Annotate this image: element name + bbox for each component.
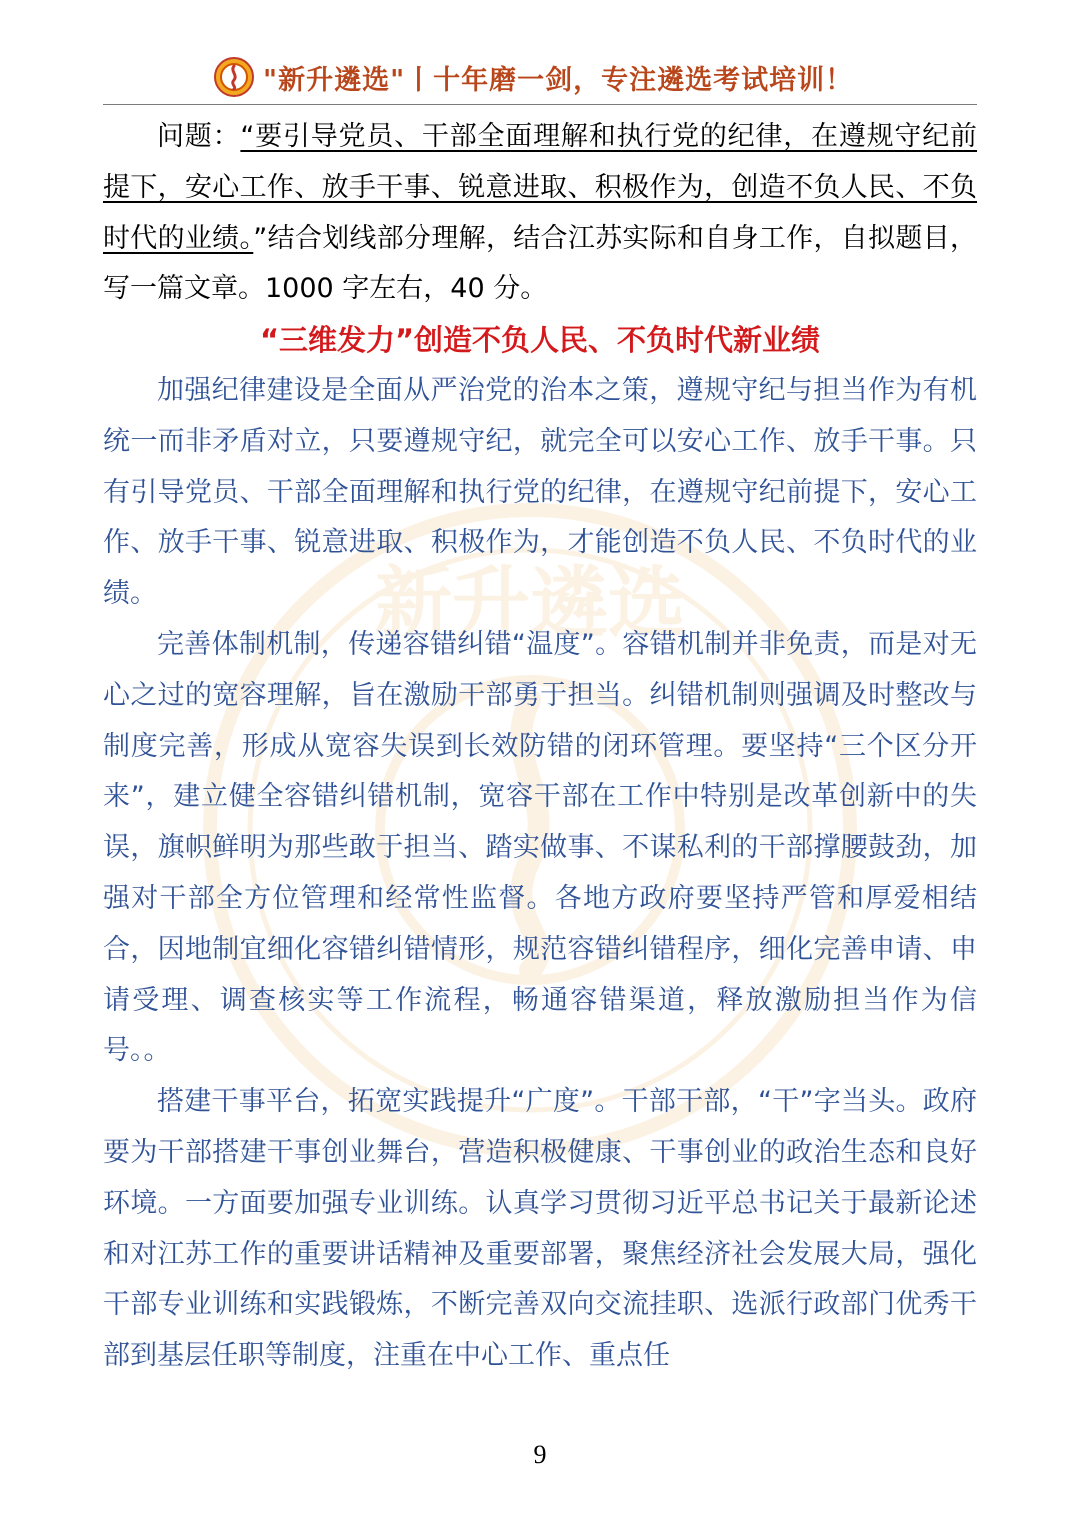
essay-paragraph: 加强纪律建设是全面从严治党的治本之策，遵规守纪与担当作为有机统一而非矛盾对立，只要遵规守纪，就完全可以安心工作、放手干事。只有引导党员、干部全面理解和执行党的纪律，在遵规守纪前提下，安心工作、放手干事、锐意进取、积极作为，才能创造不负人民、不负时代的业绩。	[103, 374, 977, 610]
page-number: 9	[533, 1440, 547, 1469]
essay-paragraph: 搭建干事平台，拓宽实践提升“广度”。干部干部，“干”字当头。政府要为干部搭建干事创业舞台，营造积极健康、干事创业的政治生态和良好环境。一方面要加强专业训练。认真学习贯彻习近平总书记关于最新论述和对江苏工作的重要讲话精神及重要部署，聚焦经济社会发展大局，强化干部专业训练和实践锻炼，不断完善双向交流挂职、选派行政部门优秀干部到基层任职等制度，注重在中心工作、重点任	[103, 1086, 977, 1372]
question-underlined-text: “要引导党员、干部全面理解和执行党的纪律，在遵规守纪前提下，安心工作、放手干事、锐意进取、积极作为，创造不负人民、不负时代的业绩。	[103, 121, 977, 254]
essay-title: “三维发力”创造不负人民、不负时代新业绩	[259, 323, 821, 358]
watermark-text: 新升遴选	[373, 559, 687, 649]
page-header	[103, 56, 977, 105]
question-rest: ”结合划线部分理解，结合江苏实际和自身工作，自拟题目，写一篇文章。1000 字左右，40 分。	[103, 222, 977, 305]
page-content	[103, 112, 977, 1382]
header-slogan: "新升遴选"丨十年磨一剑，专注遴选考试培训！	[263, 65, 854, 96]
question-prefix: 问题：	[157, 121, 241, 152]
essay-paragraph: 完善体制机制，传递容错纠错“温度”。容错机制并非免责，而是对无心之过的宽容理解，旨在激励干部勇于担当。纠错机制则强调及时整改与制度完善，形成从宽容失误到长效防错的闭环管理。要坚持“三个区分开来”，建立健全容错纠错机制，宽容干部在工作中特别是改革创新中的失误，旗帜鲜明为那些敢于担当、踏实做事、不谋私利的干部撑腰鼓劲，加强对干部全方位管理和经常性监督。各地方政府要坚持严管和厚爱相结合，因地制宜细化容错纠错情形，规范容错纠错程序，细化完善申请、申请受理、调查核实等工作流程，畅通容错渠道，释放激励担当作为信号。。	[103, 628, 977, 1067]
brand-logo-icon	[213, 56, 255, 98]
question-paragraph	[103, 112, 977, 315]
